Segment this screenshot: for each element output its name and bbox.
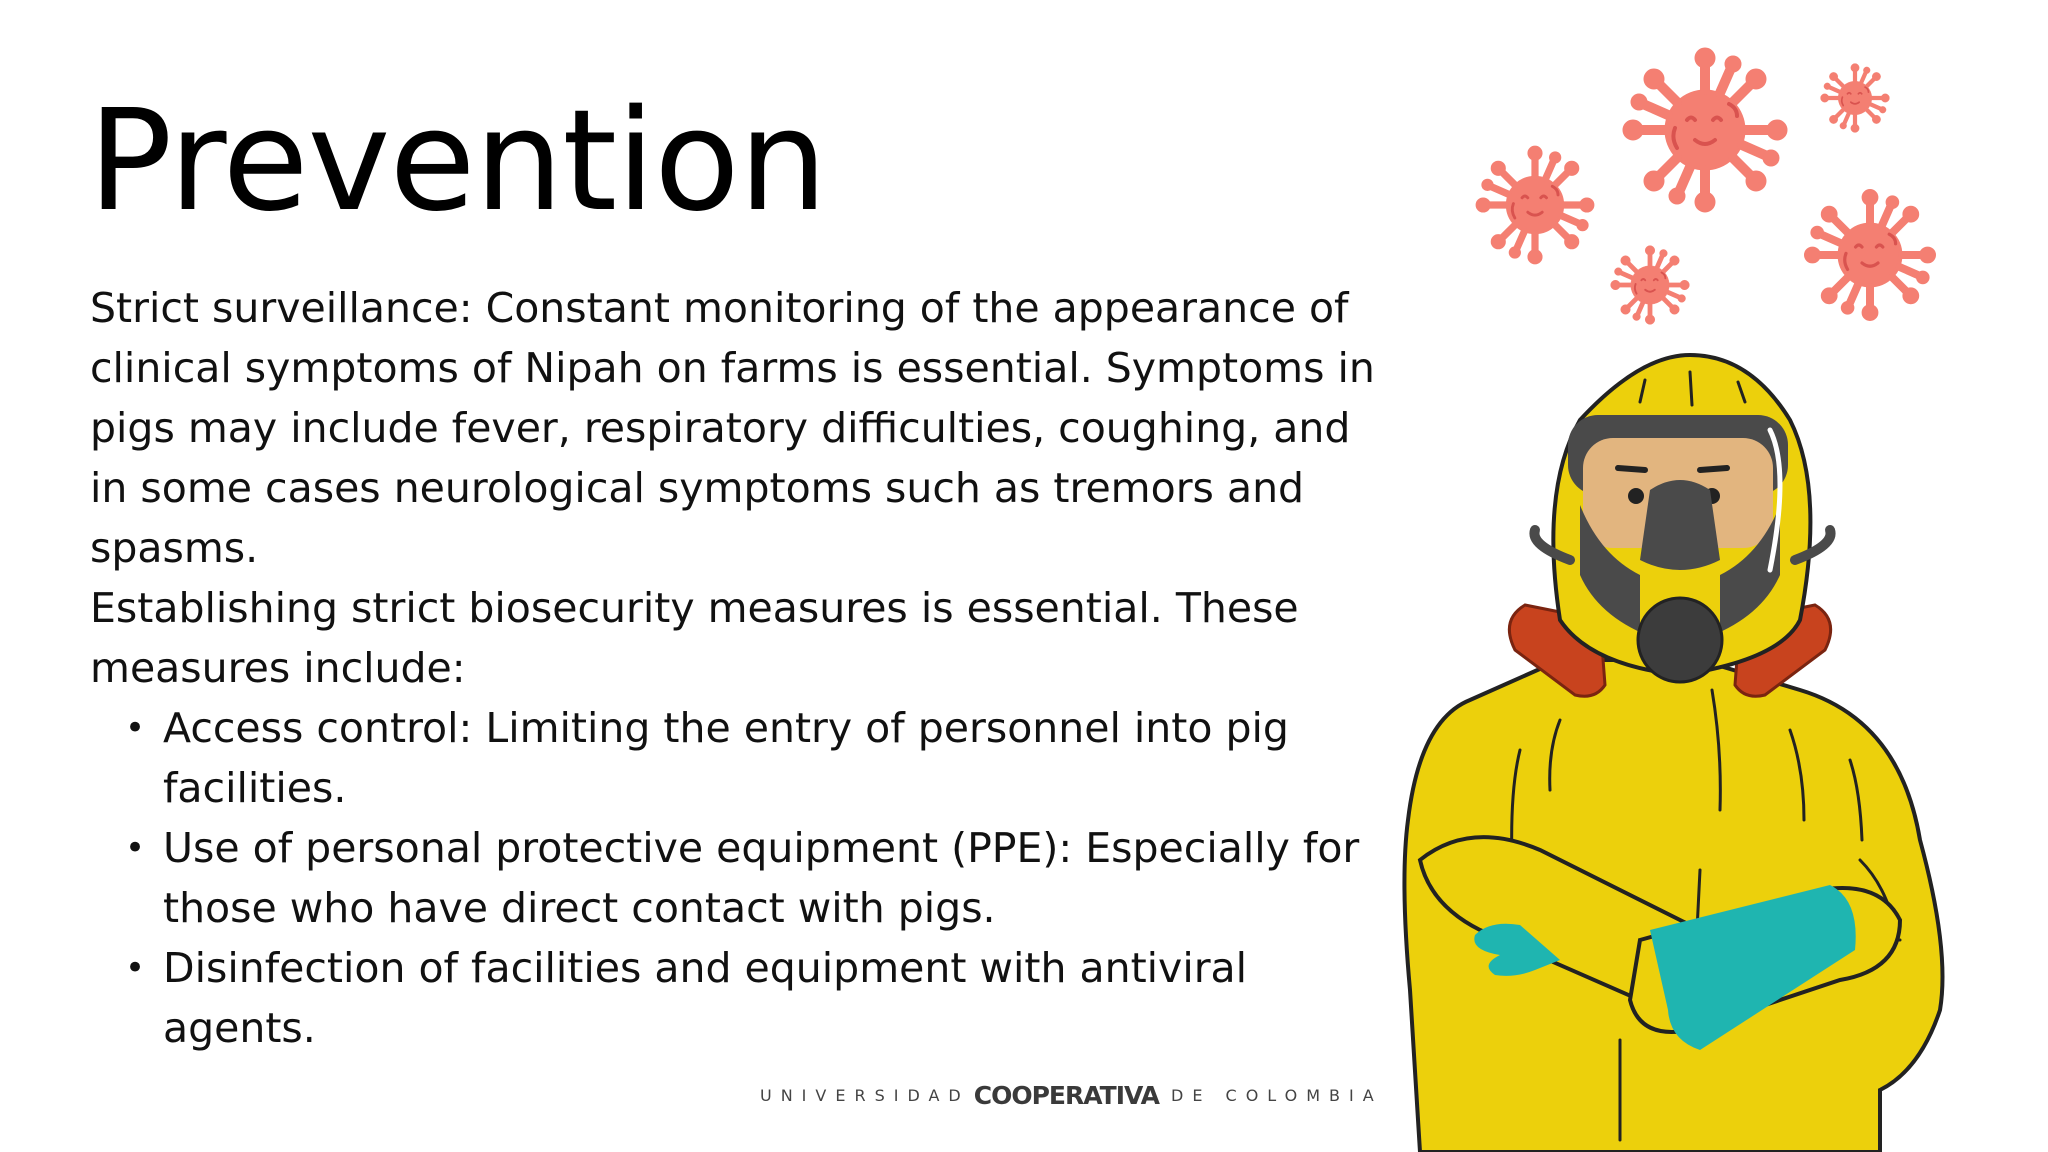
paragraph-surveillance: Strict surveillance: Constant monitoring of the appearance of clinical symptoms of Nipah on farms is essential. Symptoms in pigs may include fever, respiratory difficulties, coughing, and in some cases neurological symptoms such as tremors and spasms. — [90, 284, 1375, 572]
virus-icon-small-top — [1821, 64, 1890, 133]
bullet-icon: • — [125, 948, 146, 988]
virus-icon-small-bottom — [1611, 246, 1690, 325]
list-item-text: Use of personal protective equipment (PPE): Especially for those who have direct contact with pigs. — [163, 824, 1360, 932]
virus-icon-large — [1623, 48, 1787, 212]
paragraph-biosecurity: Establishing strict biosecurity measures is essential. These measures include: — [90, 584, 1299, 692]
virus-icon-left — [1476, 146, 1594, 264]
bullet-icon: • — [125, 828, 146, 868]
logo-suffix: DE COLOMBIA — [1171, 1086, 1383, 1105]
slide-title: Prevention — [88, 80, 827, 243]
logo-brand: COOPERATIVA — [973, 1081, 1160, 1110]
list-item-text: Disinfection of facilities and equipment with antiviral agents. — [163, 944, 1248, 1052]
list-item-text: Access control: Limiting the entry of personnel into pig facilities. — [163, 704, 1289, 812]
virus-icon-right — [1804, 189, 1935, 320]
hazmat-worker-illustration — [1404, 355, 1942, 1152]
bullet-icon: • — [125, 708, 146, 748]
logo-prefix: UNIVERSIDAD — [760, 1086, 970, 1105]
